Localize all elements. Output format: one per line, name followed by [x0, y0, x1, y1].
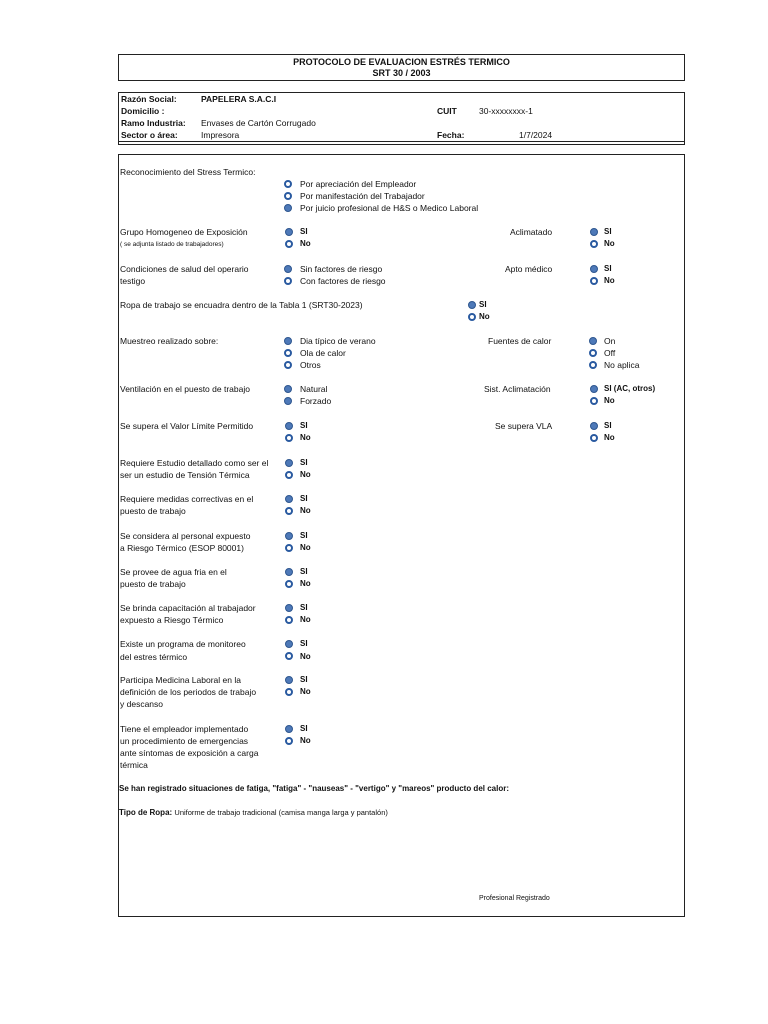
fatiga-statement: Se han registrado situaciones de fatiga, "fatiga" - "nauseas" - "vertigo" y "mareos" producto del calor: — [119, 784, 509, 793]
grupo-radio-no[interactable] — [285, 240, 293, 248]
reconocimiento-radio-2[interactable] — [284, 192, 292, 200]
estudio-label-2: ser un estudio de Tensión Térmica — [120, 470, 250, 480]
sist-option-si: SI (AC, otros) — [604, 384, 656, 393]
fecha-value: 1/7/2024 — [519, 130, 553, 140]
fuentes-option-no-aplica: No aplica — [604, 360, 640, 370]
apto-radio-si[interactable] — [590, 265, 598, 273]
muestreo-radio-2[interactable] — [284, 349, 292, 357]
grupo-option-no: No — [300, 239, 311, 248]
supera-vlp-label: Se supera el Valor Límite Permitido — [120, 421, 254, 431]
sector-value: Impresora — [201, 130, 240, 140]
medicina-label-2: definición de los periodos de trabajo — [120, 687, 257, 697]
medidas-label-2: puesto de trabajo — [120, 506, 186, 516]
sist-radio-no[interactable] — [590, 397, 598, 405]
medicina-label-3: y descanso — [120, 699, 163, 709]
ramo-value: Envases de Cartón Corrugado — [201, 118, 316, 128]
fuentes-label: Fuentes de calor — [488, 336, 552, 346]
ropa-radio-si[interactable] — [468, 301, 476, 309]
emergencias-option-no: No — [300, 736, 311, 745]
expuesto-option-no: No — [300, 543, 311, 552]
emergencias-option-si: SI — [300, 724, 308, 733]
estudio-label-1: Requiere Estudio detallado como ser el — [120, 458, 269, 468]
signature-label: Profesional Registrado — [479, 895, 550, 902]
apto-label: Apto médico — [505, 264, 553, 274]
emergencias-radio-no[interactable] — [285, 737, 293, 745]
capacitacion-label-1: Se brinda capacitación al trabajador — [120, 603, 256, 613]
supera-vla-option-si: SI — [604, 421, 612, 430]
monitoreo-label-2: del estres térmico — [120, 652, 188, 662]
muestreo-radio-3[interactable] — [284, 361, 292, 369]
ventilacion-radio-1[interactable] — [284, 385, 292, 393]
ventilacion-option-2: Forzado — [300, 396, 332, 406]
ropa-radio-no[interactable] — [468, 313, 476, 321]
medidas-radio-si[interactable] — [285, 495, 293, 503]
apto-option-no: No — [604, 276, 615, 285]
grupo-note: ( se adjunta listado de trabajadores) — [120, 241, 224, 248]
domicilio-label: Domicilio : — [121, 106, 165, 116]
emergencias-label-3: ante síntomas de exposición a carga — [120, 748, 259, 758]
aclimatado-option-no: No — [604, 239, 615, 248]
aclimatado-option-si: SI — [604, 227, 612, 236]
estudio-radio-si[interactable] — [285, 459, 293, 467]
supera-vlp-radio-si[interactable] — [285, 422, 293, 430]
emergencias-label-4: térmica — [120, 760, 148, 770]
aclimatado-radio-si[interactable] — [590, 228, 598, 236]
expuesto-radio-no[interactable] — [285, 544, 293, 552]
tipo-ropa-label: Tipo de Ropa: — [119, 808, 173, 817]
medicina-radio-si[interactable] — [285, 676, 293, 684]
muestreo-option-1: Dia típico de verano — [300, 336, 376, 346]
ventilacion-option-1: Natural — [300, 384, 328, 394]
supera-vla-radio-si[interactable] — [590, 422, 598, 430]
sist-label: Sist. Aclimatación — [484, 384, 551, 394]
agua-label-2: puesto de trabajo — [120, 579, 186, 589]
estudio-radio-no[interactable] — [285, 471, 293, 479]
capacitacion-label-2: expuesto a Riesgo Térmico — [120, 615, 224, 625]
reconocimiento-option-2: Por manifestación del Trabajador — [300, 191, 425, 201]
monitoreo-option-si: SI — [300, 639, 308, 648]
form-title: PROTOCOLO DE EVALUACION ESTRÉS TERMICO — [293, 57, 510, 67]
medicina-label-1: Participa Medicina Laboral en la — [120, 675, 241, 685]
fuentes-option-off: Off — [604, 348, 616, 358]
grupo-label: Grupo Homogeneo de Exposición — [120, 227, 248, 237]
reconocimiento-radio-3[interactable] — [284, 204, 292, 212]
fuentes-radio-on[interactable] — [589, 337, 597, 345]
reconocimiento-radio-1[interactable] — [284, 180, 292, 188]
grupo-radio-si[interactable] — [285, 228, 293, 236]
ropa-option-si: SI — [479, 300, 487, 309]
agua-label-1: Se provee de agua fria en el — [120, 567, 227, 577]
expuesto-label-2: a Riesgo Térmico (ESOP 80001) — [120, 543, 244, 553]
razon-label: Razón Social: — [121, 94, 177, 104]
fecha-label: Fecha: — [437, 130, 465, 140]
medicina-option-no: No — [300, 687, 311, 696]
ventilacion-label: Ventilación en el puesto de trabajo — [120, 384, 250, 394]
ramo-label: Ramo Industria: — [121, 118, 186, 128]
emergencias-label-1: Tiene el empleador implementado — [120, 724, 249, 734]
cuit-value: 30-xxxxxxxx-1 — [479, 106, 533, 116]
expuesto-label-1: Se considera al personal expuesto — [120, 531, 251, 541]
aclimatado-label: Aclimatado — [510, 227, 553, 237]
condiciones-option-1: Sin factores de riesgo — [300, 264, 383, 274]
muestreo-radio-1[interactable] — [284, 337, 292, 345]
reconocimiento-option-3: Por juicio profesional de H&S o Medico Laboral — [300, 203, 479, 213]
expuesto-radio-si[interactable] — [285, 532, 293, 540]
ventilacion-radio-2[interactable] — [284, 397, 292, 405]
tipo-ropa-value: Uniforme de trabajo tradicional (camisa manga larga y pantalón) — [174, 808, 388, 817]
monitoreo-radio-si[interactable] — [285, 640, 293, 648]
tipo-ropa-row — [119, 807, 388, 819]
medidas-radio-no[interactable] — [285, 507, 293, 515]
sector-label: Sector o área: — [121, 130, 178, 140]
condiciones-radio-1[interactable] — [284, 265, 292, 273]
capacitacion-option-no: No — [300, 615, 311, 624]
cuit-label: CUIT — [437, 106, 457, 116]
fuentes-radio-off[interactable] — [589, 349, 597, 357]
monitoreo-label-1: Existe un programa de monitoreo — [120, 639, 246, 649]
capacitacion-radio-no[interactable] — [285, 616, 293, 624]
fuentes-option-on: On — [604, 336, 616, 346]
estudio-option-si: SI — [300, 458, 308, 467]
ropa-option-no: No — [479, 312, 490, 321]
supera-vlp-option-no: No — [300, 433, 311, 442]
supera-vla-radio-no[interactable] — [590, 434, 598, 442]
muestreo-option-3: Otros — [300, 360, 321, 370]
sist-option-no: No — [604, 396, 615, 405]
company-divider — [119, 141, 684, 142]
grupo-option-si: SI — [300, 227, 308, 236]
medicina-radio-no[interactable] — [285, 688, 293, 696]
medidas-option-si: SI — [300, 494, 308, 503]
agua-radio-si[interactable] — [285, 568, 293, 576]
title-box — [118, 54, 685, 81]
estudio-option-no: No — [300, 470, 311, 479]
aclimatado-radio-no[interactable] — [590, 240, 598, 248]
muestreo-label: Muestreo realizado sobre: — [120, 336, 219, 346]
medidas-label-1: Requiere medidas correctivas en el — [120, 494, 254, 504]
reconocimiento-label: Reconocimiento del Stress Termico: — [120, 167, 256, 177]
fuentes-radio-no-aplica[interactable] — [589, 361, 597, 369]
margin-marker — [118, 420, 119, 434]
expuesto-option-si: SI — [300, 531, 308, 540]
supera-vla-label: Se supera VLA — [495, 421, 553, 431]
monitoreo-radio-no[interactable] — [285, 652, 293, 660]
condiciones-option-2: Con factores de riesgo — [300, 276, 386, 286]
condiciones-label-2: testigo — [120, 276, 146, 286]
supera-vla-option-no: No — [604, 433, 615, 442]
condiciones-radio-2[interactable] — [284, 277, 292, 285]
agua-option-no: No — [300, 579, 311, 588]
apto-radio-no[interactable] — [590, 277, 598, 285]
supera-vlp-option-si: SI — [300, 421, 308, 430]
muestreo-option-2: Ola de calor — [300, 348, 346, 358]
supera-vlp-radio-no[interactable] — [285, 434, 293, 442]
emergencias-radio-si[interactable] — [285, 725, 293, 733]
apto-option-si: SI — [604, 264, 612, 273]
emergencias-label-2: un procedimiento de emergencias — [120, 736, 249, 746]
agua-option-si: SI — [300, 567, 308, 576]
monitoreo-option-no: No — [300, 652, 311, 661]
ropa-label: Ropa de trabajo se encuadra dentro de la Tabla 1 (SRT30-2023) — [120, 300, 363, 310]
sist-radio-si[interactable] — [590, 385, 598, 393]
company-box — [118, 92, 685, 145]
reconocimiento-option-1: Por apreciación del Empleador — [300, 179, 417, 189]
condiciones-label-1: Condiciones de salud del operario — [120, 264, 249, 274]
medidas-option-no: No — [300, 506, 311, 515]
capacitacion-option-si: SI — [300, 603, 308, 612]
medicina-option-si: SI — [300, 675, 308, 684]
capacitacion-radio-si[interactable] — [285, 604, 293, 612]
razon-value: PAPELERA S.A.C.I — [201, 94, 277, 104]
form-subtitle: SRT 30 / 2003 — [372, 68, 431, 78]
agua-radio-no[interactable] — [285, 580, 293, 588]
